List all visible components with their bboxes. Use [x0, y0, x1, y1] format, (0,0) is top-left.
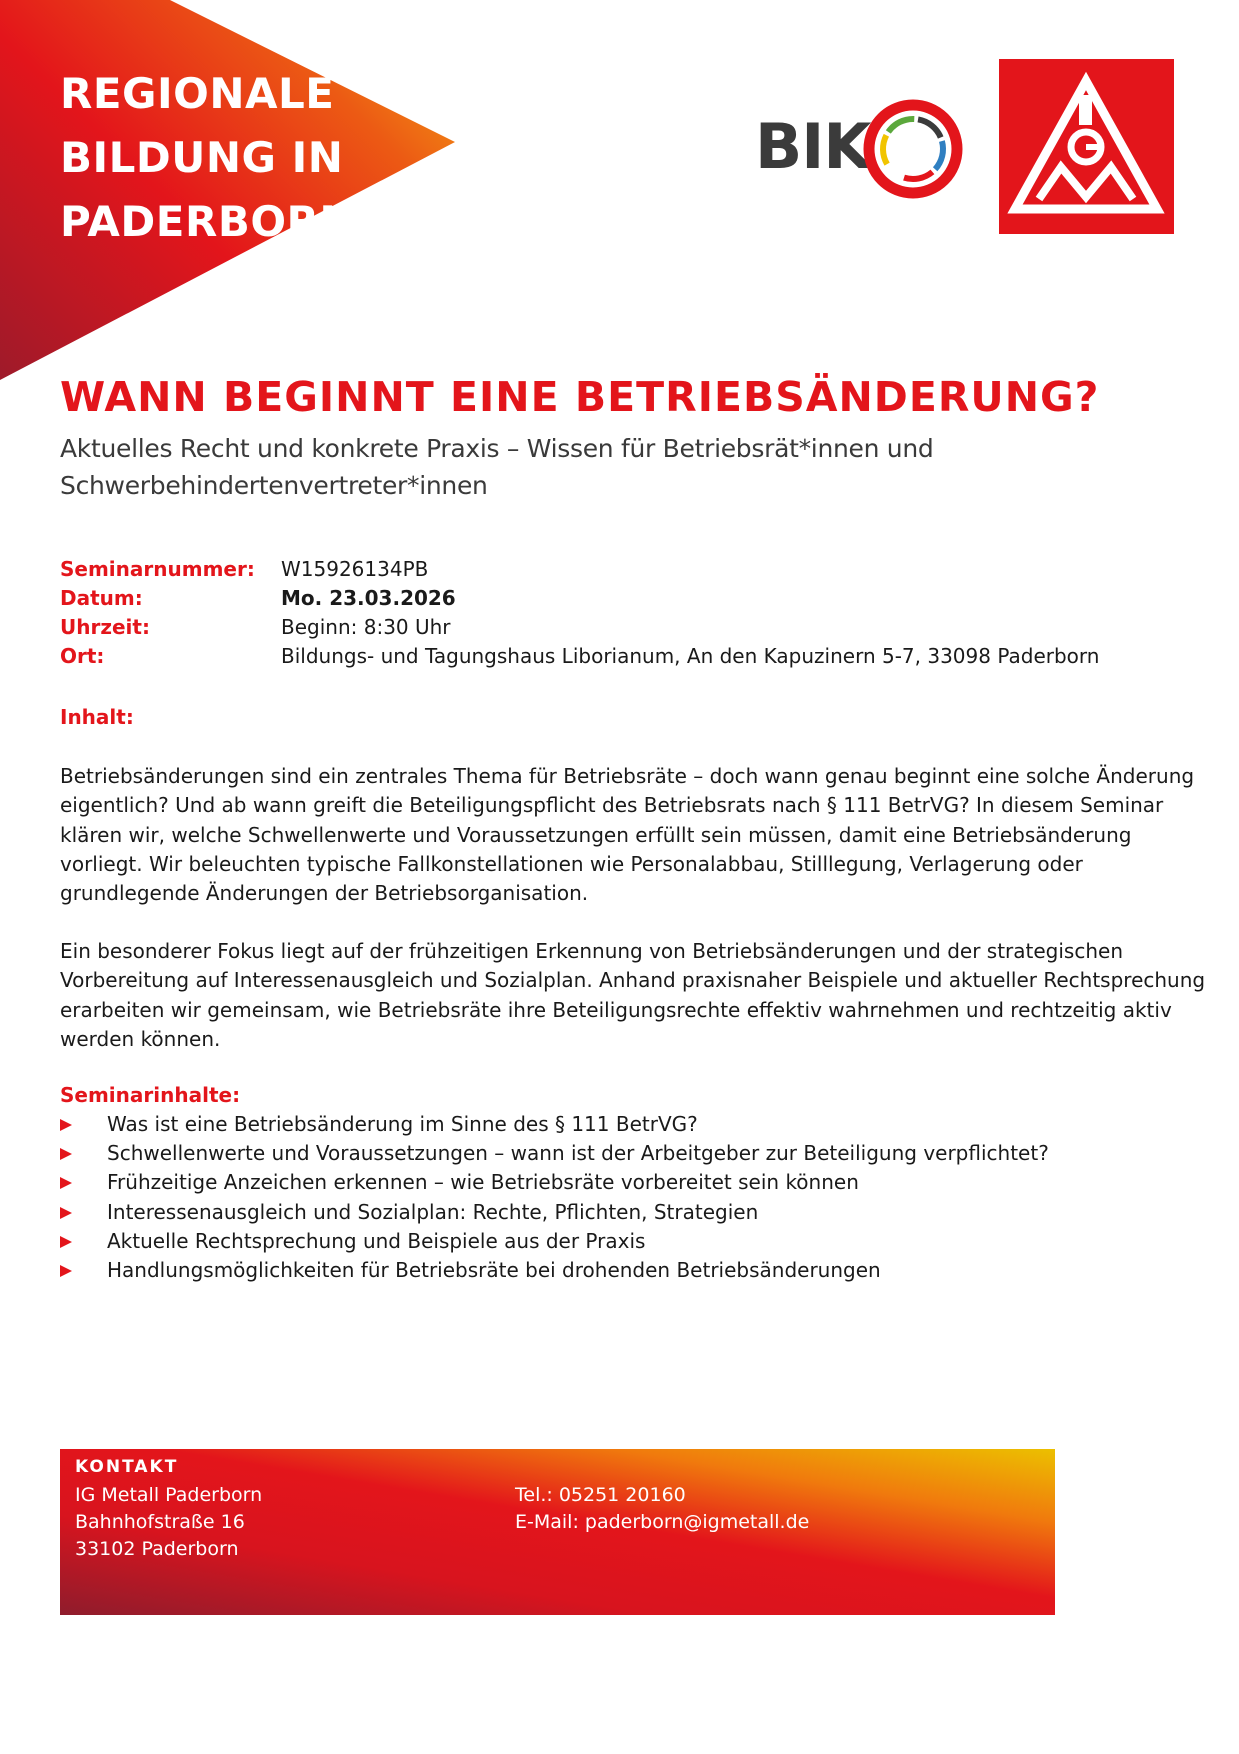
inhalt-label: Inhalt:	[60, 705, 134, 729]
paragraph-line: vorliegt. Wir beleuchten typische Fallkonstellationen wie Personalabbau, Stilllegung, Verlagerung oder	[60, 851, 1083, 876]
info-row-seminarnummer	[60, 555, 1180, 584]
contact-title: KONTAKT	[75, 1457, 179, 1477]
info-value: Mo. 23.03.2026	[281, 586, 456, 610]
banner-line-3: PADERBORN	[60, 197, 356, 246]
list-item	[60, 1198, 1180, 1227]
paragraph-line: Ein besonderer Fokus liegt auf der frühzeitigen Erkennung von Betriebsänderungen und der strategischen	[60, 939, 1123, 963]
bik-logo	[755, 94, 975, 204]
paragraph-line: Betriebsänderungen sind ein zentrales Thema für Betriebsräte – doch wann genau beginnt eine solche Änderung	[60, 764, 1195, 788]
ig-metall-logo	[999, 59, 1174, 234]
list-item-text: Aktuelle Rechtsprechung und Beispiele aus der Praxis	[107, 1228, 646, 1253]
arrow-bullet-icon	[60, 1139, 107, 1168]
info-row-datum	[60, 584, 1180, 613]
info-label: Datum:	[60, 586, 143, 610]
list-item-text: Handlungsmöglichkeiten für Betriebsräte bei drohenden Betriebsänderungen	[107, 1257, 881, 1282]
arrow-bullet-icon	[60, 1168, 107, 1197]
bik-ring-icon	[858, 94, 968, 204]
paragraph-line: grundlegende Änderungen der Betriebsorganisation.	[60, 881, 589, 906]
paragraph-line: klären wir, welche Schwellenwerte und Voraussetzungen erfüllt sein müssen, damit eine Betriebsänderung	[60, 822, 1132, 847]
list-item-text: Interessenausgleich und Sozialplan: Rechte, Pflichten, Strategien	[107, 1199, 759, 1224]
contact-street: Bahnhofstraße 16	[75, 1511, 245, 1533]
seminarinhalte-list	[60, 1110, 1180, 1285]
subtitle-line-1: Aktuelles Recht und konkrete Praxis – Wissen für Betriebsrät*innen und	[60, 434, 934, 463]
contact-details	[515, 1482, 809, 1536]
paragraph-line: Vorbereitung auf Interessenausgleich und Sozialplan. Anhand praxisnaher Beispiele und aktueller Rechtsprechung	[60, 968, 1206, 993]
banner-title	[60, 62, 420, 254]
paragraph-line: erarbeiten wir gemeinsam, wie Betriebsräte ihre Beteiligungsrechte effektiv wahrnehmen und rechtzeitig aktiv	[60, 997, 1172, 1022]
seminarinhalte-label: Seminarinhalte:	[60, 1083, 241, 1107]
info-label: Ort:	[60, 644, 105, 668]
info-row-uhrzeit	[60, 613, 1180, 642]
bik-logo-text: BIK	[755, 110, 871, 183]
info-label: Seminarnummer:	[60, 557, 255, 581]
page-subtitle	[60, 430, 1060, 504]
subtitle-line-2: Schwerbehindertenvertreter*innen	[60, 471, 488, 500]
list-item	[60, 1139, 1180, 1168]
arrow-bullet-icon	[60, 1256, 107, 1285]
contact-email[interactable]: E-Mail: paderborn@igmetall.de	[515, 1511, 810, 1533]
contact-address	[75, 1482, 262, 1563]
list-item-text: Schwellenwerte und Voraussetzungen – wann ist der Arbeitgeber zur Beteiligung verpflichtet?	[107, 1141, 1049, 1166]
seminar-info	[60, 555, 1180, 671]
banner-line-2: BILDUNG IN	[60, 133, 344, 182]
contact-city: 33102 Paderborn	[75, 1538, 239, 1560]
contact-organization: IG Metall Paderborn	[75, 1484, 263, 1506]
page-title: WANN BEGINNT EINE BETRIEBSÄNDERUNG?	[60, 373, 1100, 421]
inhalt-paragraph-1	[60, 762, 1200, 908]
list-item	[60, 1168, 1180, 1197]
contact-box	[60, 1449, 1055, 1615]
info-value: W15926134PB	[281, 557, 429, 581]
list-item	[60, 1227, 1180, 1256]
paragraph-line: eigentlich? Und ab wann greift die Beteiligungspflicht des Betriebsrats nach § 111 BetrVG? In diesem Seminar	[60, 793, 1164, 818]
arrow-bullet-icon	[60, 1227, 107, 1256]
list-item	[60, 1110, 1180, 1139]
ig-metall-emblem-icon	[999, 59, 1174, 234]
inhalt-paragraph-2	[60, 937, 1206, 1054]
arrow-bullet-icon	[60, 1198, 107, 1227]
arrow-bullet-icon	[60, 1110, 107, 1139]
contact-phone[interactable]: Tel.: 05251 20160	[515, 1484, 686, 1506]
info-row-ort	[60, 642, 1180, 671]
info-label: Uhrzeit:	[60, 615, 150, 639]
banner-line-1: REGIONALE	[60, 69, 335, 118]
paragraph-line: werden können.	[60, 1026, 221, 1051]
list-item	[60, 1256, 1180, 1285]
list-item-text: Frühzeitige Anzeichen erkennen – wie Betriebsräte vorbereitet sein können	[107, 1170, 859, 1195]
info-value: Bildungs- und Tagungshaus Liborianum, An den Kapuzinern 5-7, 33098 Paderborn	[281, 644, 1100, 668]
list-item-text: Was ist eine Betriebsänderung im Sinne des § 111 BetrVG?	[107, 1112, 698, 1136]
info-value: Beginn: 8:30 Uhr	[281, 615, 451, 639]
